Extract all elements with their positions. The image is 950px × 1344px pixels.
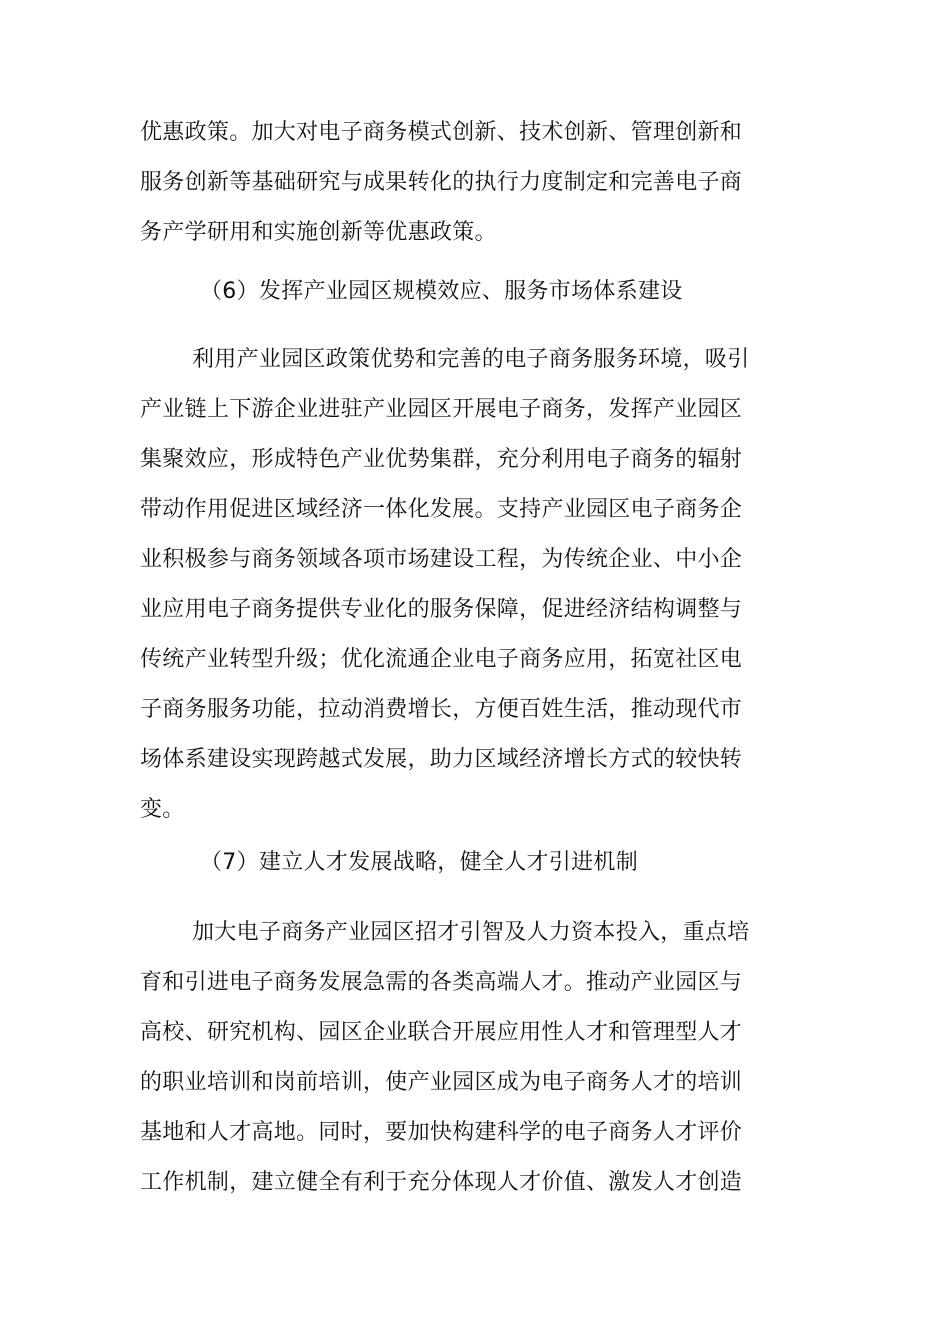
text-line: 集聚效应，形成特色产业优势集群，充分利用电子商务的辐射 (140, 447, 743, 472)
text-line: 务产学研用和实施创新等优惠政策。 (140, 220, 497, 245)
text-line: 育和引进电子商务发展急需的各类高端人才。推动产业园区与 (140, 970, 743, 995)
text-line: 优惠政策。加大对电子商务模式创新、技术创新、管理创新和 (140, 120, 743, 145)
paragraph-section-6 (140, 335, 805, 835)
text-line: 基地和人才高地。同时，要加快构建科学的电子商务人才评价 (140, 1120, 743, 1145)
text-line: 工作机制，建立健全有利于充分体现人才价值、激发人才创造 (140, 1170, 743, 1195)
text-line: 高校、研究机构、园区企业联合开展应用性人才和管理型人才 (140, 1020, 743, 1045)
text-line: 子商务服务功能，拉动消费增长，方便百姓生活，推动现代市 (140, 697, 743, 722)
text-line: 服务创新等基础研究与成果转化的执行力度制定和完善电子商 (140, 170, 743, 195)
text-line: 的职业培训和岗前培训，使产业园区成为电子商务人才的培训 (140, 1070, 743, 1095)
text-line: 业应用电子商务提供专业化的服务保障，促进经济结构调整与 (140, 597, 743, 622)
section-heading-6: （6）发挥产业园区规模效应、服务市场体系建设 (200, 279, 683, 304)
paragraph-section-7 (140, 908, 805, 1208)
paragraph-intro (140, 108, 805, 258)
section-heading-7: （7）建立人才发展战略，健全人才引进机制 (200, 850, 638, 875)
text-line: 变。 (140, 797, 185, 822)
text-line: 带动作用促进区域经济一体化发展。支持产业园区电子商务企 (140, 497, 743, 522)
text-line: 利用产业园区政策优势和完善的电子商务服务环境，吸引 (192, 347, 750, 372)
text-line: 加大电子商务产业园区招才引智及人力资本投入，重点培 (192, 920, 750, 945)
text-line: 传统产业转型升级；优化流通企业电子商务应用，拓宽社区电 (140, 647, 743, 672)
text-line: 产业链上下游企业进驻产业园区开展电子商务，发挥产业园区 (140, 397, 743, 422)
text-line: 业积极参与商务领域各项市场建设工程，为传统企业、中小企 (140, 547, 743, 572)
text-line: 场体系建设实现跨越式发展，助力区域经济增长方式的较快转 (140, 747, 743, 772)
